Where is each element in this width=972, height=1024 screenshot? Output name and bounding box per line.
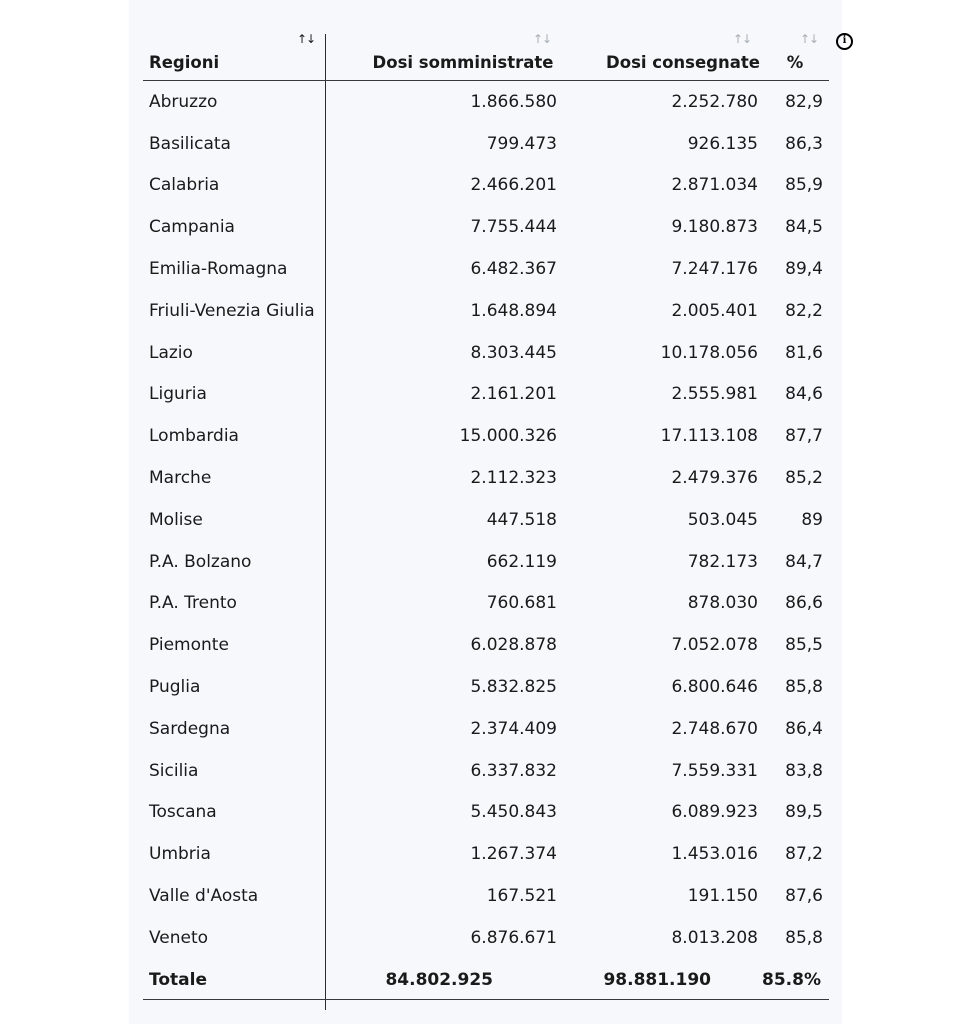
dosi-somministrate-value: 6.028.878 [470, 635, 557, 656]
total-dosi-consegnate: 98.881.190 [603, 969, 711, 990]
percent-value: 82,2 [785, 300, 823, 321]
region-name: Emilia-Romagna [149, 259, 288, 280]
table-row [143, 541, 829, 583]
dosi-somministrate-value: 447.518 [486, 509, 557, 530]
column-header-dosi-consegnate[interactable]: Dosi consegnate [606, 53, 760, 72]
table-row [143, 583, 829, 625]
region-name: P.A. Trento [149, 593, 237, 614]
table-row [143, 206, 829, 248]
table-row [143, 750, 829, 792]
region-name: Veneto [149, 927, 209, 948]
percent-value: 87,2 [785, 844, 823, 865]
dosi-somministrate-value: 2.161.201 [470, 384, 557, 405]
table-row [143, 165, 829, 207]
percent-value: 89 [801, 509, 823, 530]
table-body [143, 81, 829, 959]
dosi-consegnate-value: 926.135 [687, 133, 758, 154]
table-row [143, 81, 829, 123]
table-row [143, 499, 829, 541]
dosi-somministrate-value: 15.000.326 [459, 426, 557, 447]
table-header [143, 26, 829, 81]
percent-value: 81,6 [785, 342, 823, 363]
region-name: Molise [149, 509, 203, 530]
percent-value: 82,9 [785, 91, 823, 112]
dosi-somministrate-value: 167.521 [486, 886, 557, 907]
percent-value: 85,2 [785, 468, 823, 489]
dosi-somministrate-value: 8.303.445 [470, 342, 557, 363]
table-row [143, 415, 829, 457]
region-name: Valle d'Aosta [149, 886, 259, 907]
dosi-consegnate-value: 17.113.108 [660, 426, 758, 447]
total-percent: 85.8% [762, 969, 821, 990]
percent-value: 87,7 [785, 426, 823, 447]
dosi-consegnate-value: 878.030 [687, 593, 758, 614]
dosi-somministrate-value: 6.876.671 [470, 927, 557, 948]
table-row [143, 290, 829, 332]
dosi-consegnate-value: 1.453.016 [671, 844, 758, 865]
dosi-somministrate-value: 799.473 [486, 133, 557, 154]
dosi-consegnate-value: 2.555.981 [671, 384, 758, 405]
percent-value: 84,6 [785, 384, 823, 405]
dosi-consegnate-value: 10.178.056 [660, 342, 758, 363]
dosi-consegnate-value: 9.180.873 [671, 217, 758, 238]
table-row [143, 833, 829, 875]
dosi-consegnate-value: 2.005.401 [671, 300, 758, 321]
table-row [143, 708, 829, 750]
dosi-consegnate-value: 6.089.923 [671, 802, 758, 823]
column-header-regioni[interactable]: Regioni [149, 53, 220, 72]
region-name: Lombardia [149, 426, 239, 447]
dosi-consegnate-value: 2.748.670 [671, 718, 758, 739]
region-name: Lazio [149, 342, 193, 363]
info-icon[interactable]: i [836, 33, 853, 50]
region-name: Toscana [149, 802, 217, 823]
dosi-somministrate-value: 1.866.580 [470, 91, 557, 112]
dosi-somministrate-value: 6.482.367 [470, 259, 557, 280]
region-name: Abruzzo [149, 91, 218, 112]
dosi-consegnate-value: 7.559.331 [671, 760, 758, 781]
dosi-consegnate-value: 2.871.034 [671, 175, 758, 196]
region-name: Calabria [149, 175, 220, 196]
dosi-consegnate-value: 503.045 [687, 509, 758, 530]
percent-value: 86,6 [785, 593, 823, 614]
percent-value: 83,8 [785, 760, 823, 781]
sort-icon[interactable]: ↑↓ [800, 32, 819, 46]
dosi-consegnate-value: 2.252.780 [671, 91, 758, 112]
region-name: Basilicata [149, 133, 231, 154]
region-name: Sardegna [149, 718, 231, 739]
dosi-somministrate-value: 1.267.374 [470, 844, 557, 865]
percent-value: 87,6 [785, 886, 823, 907]
percent-value: 85,5 [785, 635, 823, 656]
table-row [143, 792, 829, 834]
table-row [143, 374, 829, 416]
dosi-somministrate-value: 760.681 [486, 593, 557, 614]
sort-icon[interactable]: ↑↓ [297, 32, 316, 46]
dosi-consegnate-value: 6.800.646 [671, 677, 758, 698]
total-dosi-somministrate: 84.802.925 [385, 969, 493, 990]
table-row [143, 666, 829, 708]
region-name: Campania [149, 217, 235, 238]
dosi-somministrate-value: 5.832.825 [470, 677, 557, 698]
percent-value: 84,7 [785, 551, 823, 572]
region-name: P.A. Bolzano [149, 551, 252, 572]
sort-icon[interactable]: ↑↓ [533, 32, 552, 46]
dosi-somministrate-value: 5.450.843 [470, 802, 557, 823]
regions-table [143, 26, 829, 1000]
percent-value: 86,4 [785, 718, 823, 739]
dosi-consegnate-value: 782.173 [687, 551, 758, 572]
percent-value: 85,8 [785, 927, 823, 948]
region-name: Puglia [149, 677, 201, 698]
total-label: Totale [149, 969, 207, 990]
region-name: Sicilia [149, 760, 199, 781]
column-header-dosi-somministrate[interactable]: Dosi somministrate [372, 53, 554, 72]
dosi-somministrate-value: 7.755.444 [470, 217, 557, 238]
dosi-somministrate-value: 2.112.323 [470, 468, 557, 489]
dosi-somministrate-value: 6.337.832 [470, 760, 557, 781]
percent-value: 85,9 [785, 175, 823, 196]
percent-value: 86,3 [785, 133, 823, 154]
dosi-consegnate-value: 191.150 [687, 886, 758, 907]
dosi-consegnate-value: 7.052.078 [671, 635, 758, 656]
total-row [143, 961, 829, 1000]
table-row [143, 457, 829, 499]
dosi-consegnate-value: 7.247.176 [671, 259, 758, 280]
dosi-consegnate-value: 2.479.376 [671, 468, 758, 489]
percent-value: 89,5 [785, 802, 823, 823]
table-row [143, 624, 829, 666]
table-row [143, 248, 829, 290]
region-name: Piemonte [149, 635, 229, 656]
dosi-somministrate-value: 662.119 [486, 551, 557, 572]
dosi-somministrate-value: 2.374.409 [470, 718, 557, 739]
dosi-somministrate-value: 2.466.201 [470, 175, 557, 196]
dosi-somministrate-value: 1.648.894 [470, 300, 557, 321]
region-name: Umbria [149, 844, 211, 865]
region-name: Friuli-Venezia Giulia [149, 300, 315, 321]
table-row [143, 875, 829, 917]
sort-icon[interactable]: ↑↓ [733, 32, 752, 46]
percent-value: 84,5 [785, 217, 823, 238]
region-name: Marche [149, 468, 212, 489]
table-row [143, 917, 829, 959]
table-row [143, 123, 829, 165]
column-header-percent[interactable]: % [786, 53, 804, 72]
percent-value: 85,8 [785, 677, 823, 698]
percent-value: 89,4 [785, 259, 823, 280]
region-name: Liguria [149, 384, 207, 405]
table-row [143, 332, 829, 374]
dosi-consegnate-value: 8.013.208 [671, 927, 758, 948]
